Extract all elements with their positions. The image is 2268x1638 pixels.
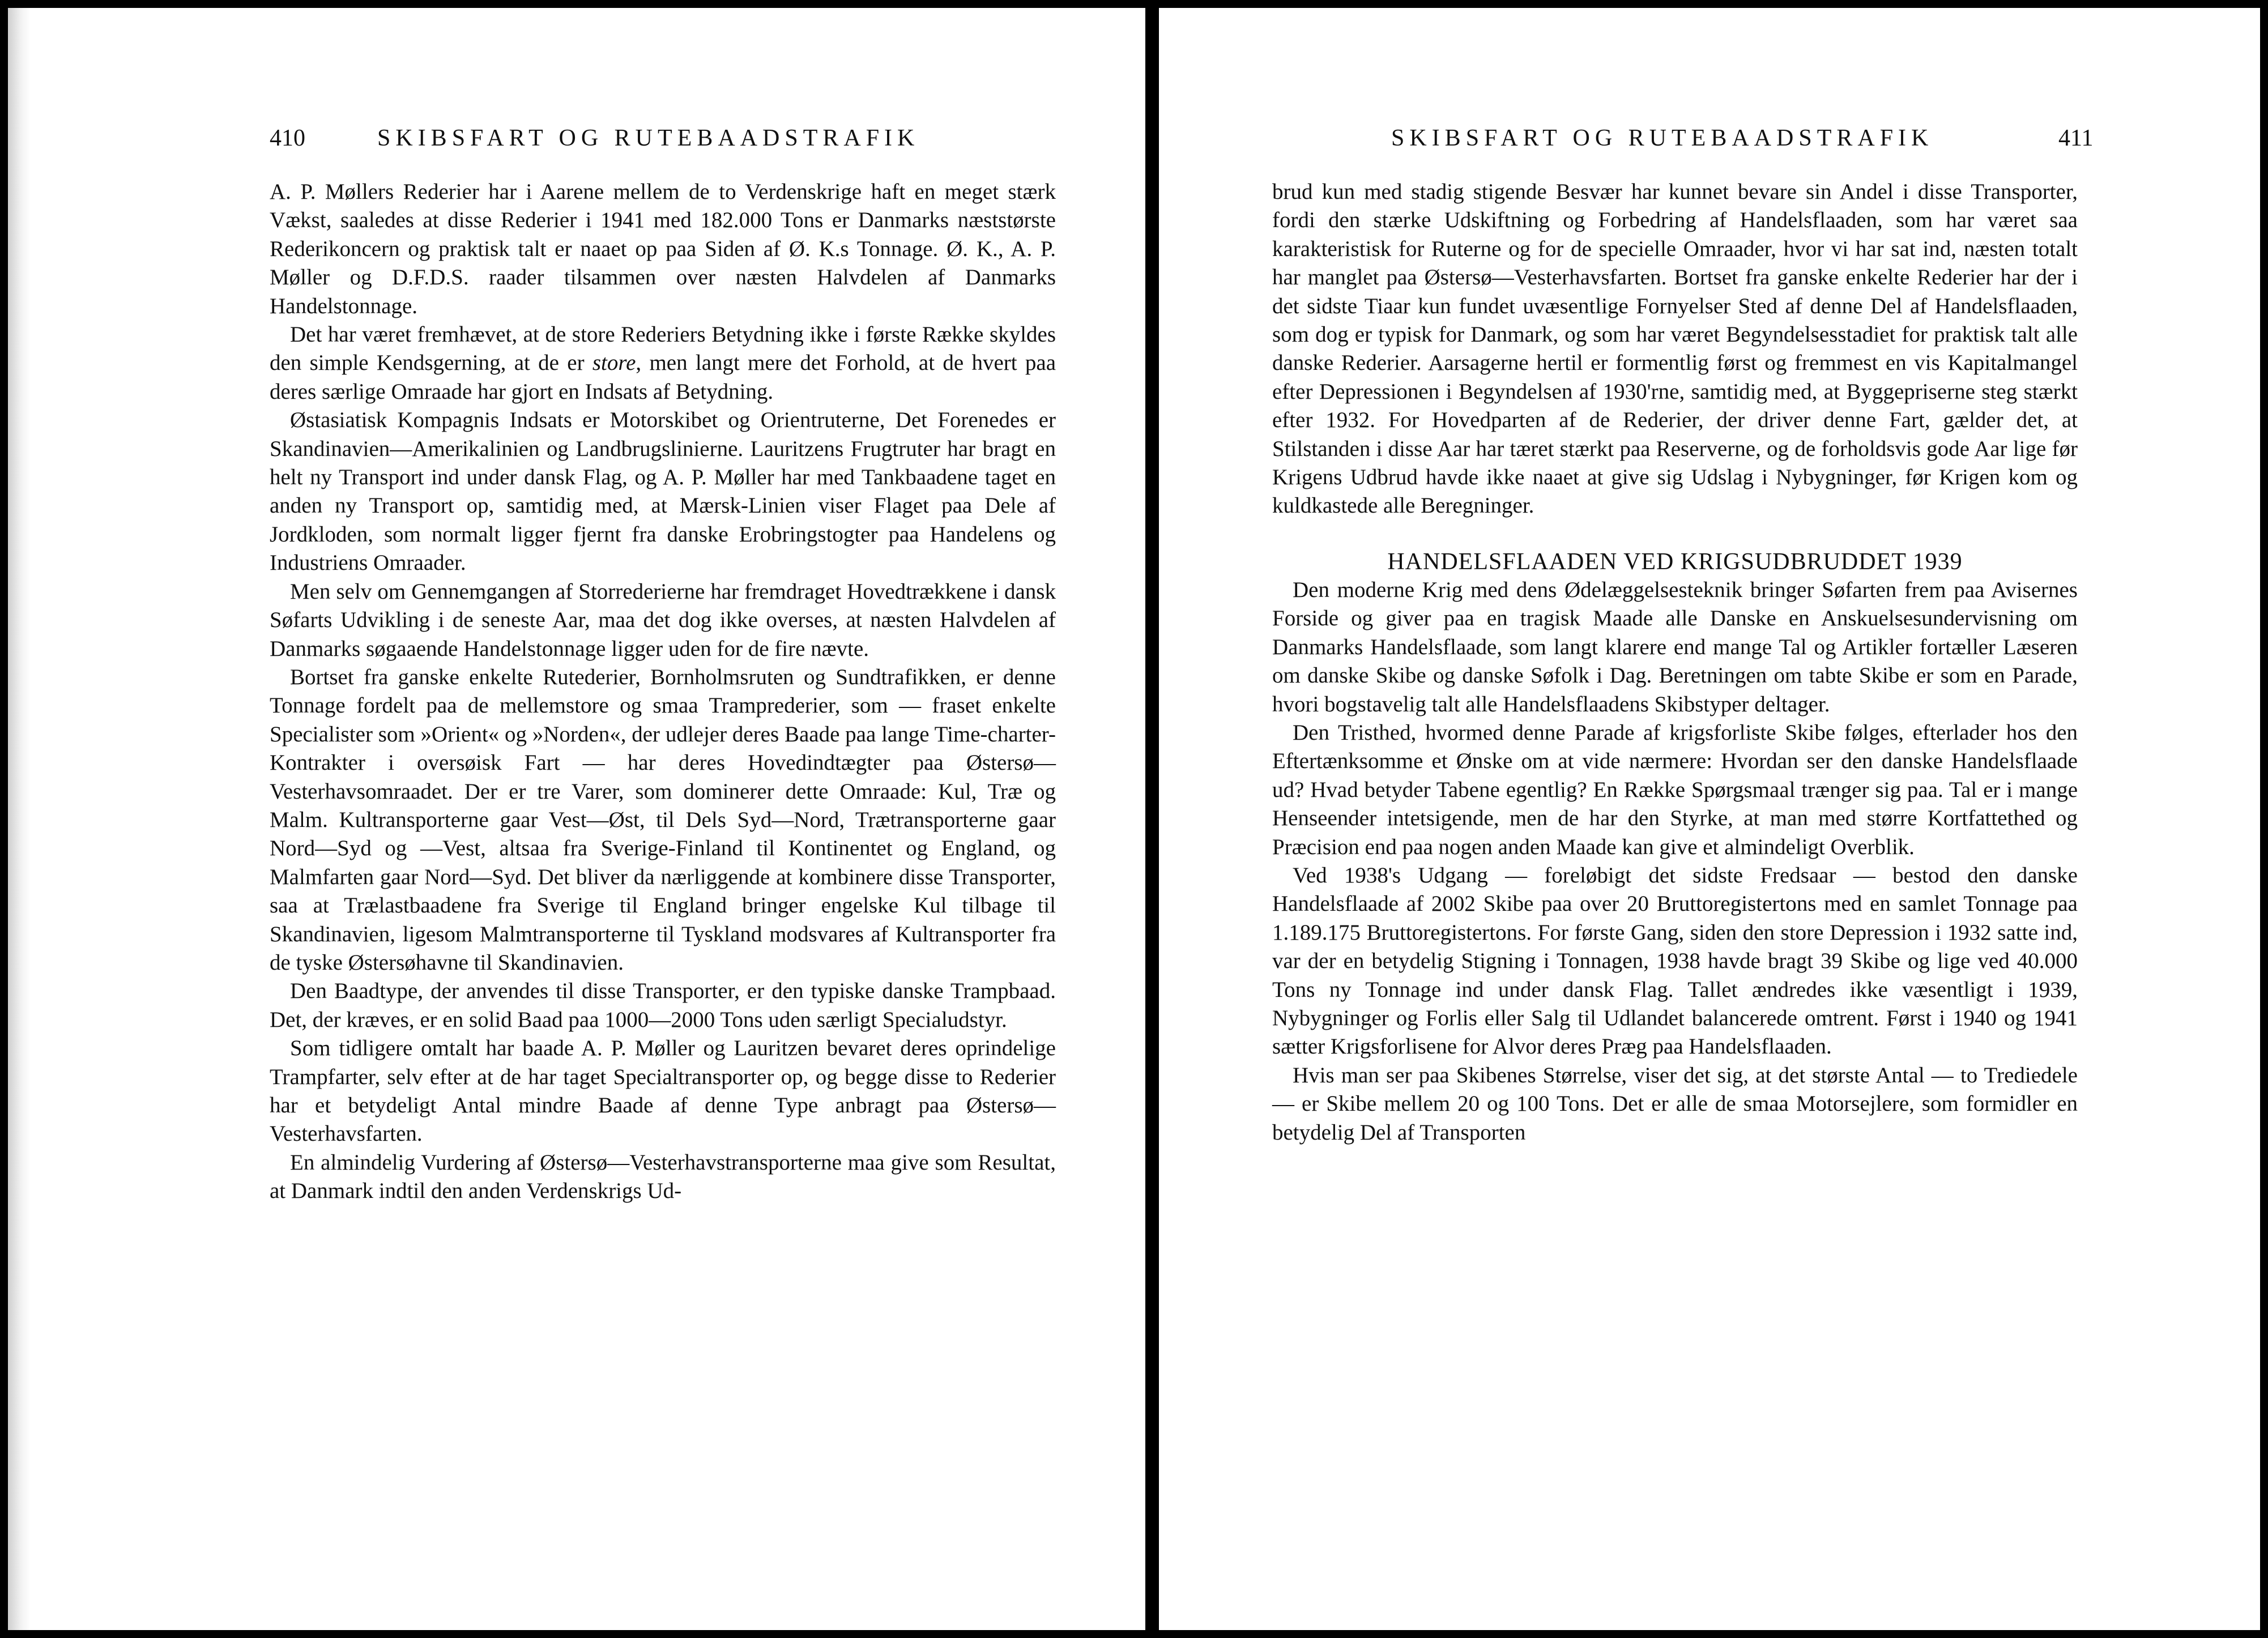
right-page bbox=[1159, 8, 2260, 1630]
page-number: 410 bbox=[270, 125, 305, 151]
paragraph: Østasiatisk Kompagnis Indsats er Motorskibet og Orientruterne, Det Forenedes er Skandinavien—Amerikalinien og Landbrugslinierne. Lauritzens Frugtruter har bragt en helt ny Transport ind under dansk Flag, og A. P. Møller har med Tankbaadene taget en anden ny Transport op, samtidig med, at Mærsk-Linien viser Flaget paa Dele af Jordkloden, som normalt ligger fjernt fra danske Erobringstogter paa Handelens og Industriens Omraader. bbox=[270, 408, 1056, 575]
paragraph: brud kun med stadig stigende Besvær har kunnet bevare sin Andel i disse Transporter, fordi den stærke Udskiftning og Forbedring af Handelsflaaden, som har været saa karakteristisk for Ruterne og for de specielle Omraader, hvor vi har sat ind, næsten totalt har manglet paa Østersø—Vesterhavsfarten. Bortset fra ganske enkelte Rederier har der i det sidste Tiaar kun fundet uvæsentlige Fornyelser Sted af denne Del af Handelsflaaden, som dog er typisk for Danmark, og som har været Begyndelsesstadiet for praktisk talt alle danske Rederier. Aarsagerne hertil er formentlig først og fremmest en vis Kapitalmangel efter Depressionen i Begyndelsen af 1930'rne, samtidig med, at Byggepriserne steg stærkt efter 1932. For Hovedparten af de Rederier, der driver denne Fart, gælder det, at Stilstanden i disse Aar har tæret stærkt paa Reserverne, og de forholdsvis gode Aar lige før Krigens Udbrud havde ikke naaet at give sig Udslag i Nybygninger, før Krigen kom og kuldkastede alle Beregninger. bbox=[1272, 180, 2078, 518]
paragraph: Ved 1938's Udgang — foreløbigt det sidste Fredsaar — bestod den danske Handelsflaade af 2002 Skibe paa over 20 Bruttoregistertons med en samlet Tonnage paa 1.189.175 Bruttoregistertons. For første Gang, siden den store Depression i 1932 satte ind, var der en betydelig Stigning i Tonnagen, 1938 havde bragt 39 Skibe og lige ved 40.000 Tons ny Tonnage ind under dansk Flag. Tallet ændredes ikke væsentligt i 1939, Nybygninger og Forlis eller Salg til Udlandet balancerede omtrent. Først i 1940 og 1941 sætter Krigsforlisene for Alvor deres Præg paa Handelsflaaden. bbox=[1272, 863, 2078, 1059]
paragraph: Bortset fra ganske enkelte Rutederier, Bornholmsruten og Sundtrafikken, er denne Tonnage fordelt paa de mellemstore og smaa Tramprederier, som — fraset enkelte Specialister som »Orient« og »Norden«, der udlejer deres Baade paa lange Time-charter-Kontrakter i oversøisk Fart — har deres Hovedindtægter paa Østersø—Vesterhavsomraadet. Der er tre Varer, som dominerer dette Omraade: Kul, Træ og Malm. Kultransporterne gaar Vest—Øst, til Dels Syd—Nord, Trætransporterne gaar Nord—Syd og —Vest, altsaa fra Sverige-Finland til Kontinentet og England, og Malmfarten gaar Nord—Syd. Det bliver da nærliggende at kombinere disse Transporter, saa at Trælastbaadene fra Sverige til England bringer engelske Kul tilbage til Skandinavien, ligesom Malmtransporterne til Tyskland modsvares af Kultransporter fra de tyske Østersøhavne til Skandinavien. bbox=[270, 664, 1056, 975]
body-text bbox=[270, 178, 1056, 1206]
paragraph: Den moderne Krig med dens Ødelæggelsesteknik bringer Søfarten frem paa Avisernes Forside og giver paa en tragisk Maade alle Danske en Anskuelsesundervisning om Danmarks Handelsflaade, som langt klarere end mange Tal og Artikler fortæller Læseren om danske Skibe og danske Søfolk i Dag. Beretningen om tabte Skibe er som en Parade, hvori bogstavelig talt alle Handelsflaadens Skibstyper deltager. bbox=[1272, 577, 2078, 716]
paragraph: Som tidligere omtalt har baade A. P. Møller og Lauritzen bevaret deres oprindelige Trampfarter, selv efter at de har taget Specialtransporter op, og begge disse to Rederier har et betydeligt Antal mindre Baade af denne Type anbragt paa Østersø—Vesterhavsfarten. bbox=[270, 1036, 1056, 1146]
emphasis: store bbox=[592, 351, 636, 376]
running-head: SKIBSFART OG RUTEBAADSTRAFIK bbox=[1391, 125, 1934, 151]
paragraph: Den Baadtype, der anvendes til disse Transporter, er den typiske danske Trampbaad. Det, der kræves, er en solid Baad paa 1000—2000 Tons uden særligt Specialudstyr. bbox=[270, 979, 1056, 1032]
paragraph: Det har været fremhævet, at de store Rederiers Betydning ikke i første Række skyldes den simple Kendsgerning, at de er store, men langt mere det Forhold, at de hvert paa deres særlige Omraade har gjort en Indsats af Betydning. bbox=[270, 322, 1056, 404]
paragraph: En almindelig Vurdering af Østersø—Vesterhavstransporterne maa give som Resultat, at Danmark indtil den anden Verdenskrigs Ud- bbox=[270, 1150, 1056, 1204]
paragraph: A. P. Møllers Rederier har i Aarene mellem de to Verdenskrige haft en meget stærk Vækst, saaledes at disse Rederier i 1941 med 182.000 Tons er Danmarks næststørste Rederikoncern og praktisk talt er naaet op paa Siden af Ø. K.s Tonnage. Ø. K., A. P. Møller og D.F.D.S. raader tilsammen over næsten Halvdelen af Danmarks Handelstonnage. bbox=[270, 180, 1056, 318]
left-page bbox=[8, 8, 1145, 1630]
page-number: 411 bbox=[2058, 125, 2094, 151]
body-text bbox=[1272, 178, 2078, 1147]
paragraph: Den Tristhed, hvormed denne Parade af krigsforliste Skibe følges, efterlader hos den Eftertænksomme et Ønske om at vide nærmere: Hvordan ser den danske Handelsflaade ud? Hvad betyder Tabene egentlig? En Række Spørgsmaal trænger sig paa. Tal er i mange Henseender intetsigende, men de har den Styrke, at man med større Kortfattethed og Præcision end paa nogen anden Maade kan give et almindeligt Overblik. bbox=[1272, 720, 2078, 859]
paragraph: Hvis man ser paa Skibenes Størrelse, viser det sig, at det største Antal — to Trediedele — er Skibe mellem 20 og 100 Tons. Det er alle de smaa Motorsejlere, som formidler en betydelig Del af Transporten bbox=[1272, 1063, 2078, 1145]
section-heading: HANDELSFLAADEN VED KRIGSUDBRUDDET 1939 bbox=[1387, 548, 1963, 575]
running-head: SKIBSFART OG RUTEBAADSTRAFIK bbox=[377, 125, 920, 151]
paragraph: Men selv om Gennemgangen af Storrederierne har fremdraget Hovedtrækkene i dansk Søfarts Udvikling i de seneste Aar, maa det dog ikke overses, at næsten Halvdelen af Danmarks søgaaende Handelstonnage ligger uden for de fire nævte. bbox=[270, 579, 1056, 661]
